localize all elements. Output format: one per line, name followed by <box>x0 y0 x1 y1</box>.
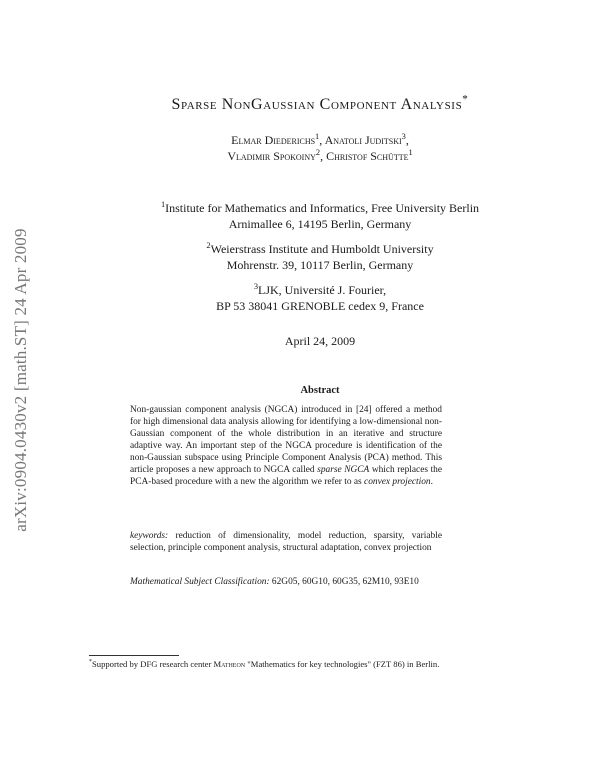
author-name: Elmar Diederichs <box>231 133 316 147</box>
affiliation-address: BP 53 38041 GRENOBLE cedex 9, France <box>216 299 424 313</box>
title-text: Sparse NonGaussian Component Analysis <box>171 96 463 113</box>
title-footnote-mark: * <box>462 93 469 106</box>
keywords <box>130 530 442 554</box>
author-affiliation-mark: 2 <box>315 148 321 157</box>
affiliation-address: Mohrenstr. 39, 10117 Berlin, Germany <box>226 258 414 272</box>
affiliation-number: 3 <box>253 282 258 291</box>
msc-label: Mathematical Subject Classification: <box>130 577 270 587</box>
emphasis-convex-projection: convex projection <box>364 477 431 487</box>
footnote: *Supported by DFG research center Matheon "Mathematics for key technologies" (FZT 86) in Berlin. <box>89 659 440 669</box>
author-affiliation-mark: 1 <box>408 148 413 157</box>
author-list <box>60 132 580 164</box>
keywords-label: keywords: <box>130 531 169 541</box>
abstract-heading: Abstract <box>300 385 340 396</box>
author-name: Christof Schütte <box>326 149 409 163</box>
author-line-1: Elmar Diederichs$^1$, Anatoli Juditski$^3$, <box>231 132 409 147</box>
affiliation-number: 1 <box>160 200 166 209</box>
affiliation-name: LJK, Université J. Fourier, <box>258 283 387 297</box>
footnote-mark: * <box>89 659 93 666</box>
footnote-org: Matheon <box>213 659 246 669</box>
arxiv-identifier: arXiv:0904.0430v2 [math.ST] 24 Apr 2009 <box>11 228 30 532</box>
author-affiliation-mark: 1 <box>315 132 320 141</box>
keywords-text: reduction of dimensionality, model reduction, sparsity, variable selection, principle component analysis, structural adaptation, convex projection <box>130 531 442 553</box>
affiliation-address: Arnimallee 6, 14195 Berlin, Germany <box>228 217 412 231</box>
subject-classification <box>130 576 442 588</box>
msc-codes: 62G05, 60G10, 60G35, 62M10, 93E10 <box>271 577 419 587</box>
affiliation-3 <box>60 282 580 314</box>
paper-title <box>60 93 580 114</box>
author-name: Anatoli Juditski <box>324 133 402 147</box>
publication-date: April 24, 2009 <box>284 334 356 348</box>
author-line-2: Vladimir Spokoiny$^2$, Christof Schütte$^1$ <box>227 148 413 163</box>
abstract-body: Non-gaussian component analysis (NGCA) introduced in [24] offered a method for high dimensional data analysis allowing for identifying a low-dimensional non-Gaussian component of the whole distribution in an iterative and structure adaptive way. An important step of the NGCA procedure is identification of the non-Gaussian subspace using Principle Component Analysis (PCA) method. This article proposes a new approach to NGCA called sparse NGCA which replaces the PCA-based procedure with a new the algorithm we refer to as convex projection. <box>130 405 443 487</box>
footnote-rule <box>89 655 179 656</box>
emphasis-sparse-ngca: sparse NGCA <box>317 465 370 475</box>
affiliation-name: Institute for Mathematics and Informatics, Free University Berlin <box>165 201 480 215</box>
affiliation-2 <box>60 241 580 273</box>
affiliation-1 <box>60 200 580 232</box>
arxiv-sidebar <box>8 180 34 580</box>
author-name: Vladimir Spokoiny <box>227 149 316 163</box>
affiliation-name: Weierstrass Institute and Humboldt University <box>210 242 434 256</box>
author-affiliation-mark: 3 <box>401 132 406 141</box>
affiliation-number: 2 <box>206 241 211 250</box>
